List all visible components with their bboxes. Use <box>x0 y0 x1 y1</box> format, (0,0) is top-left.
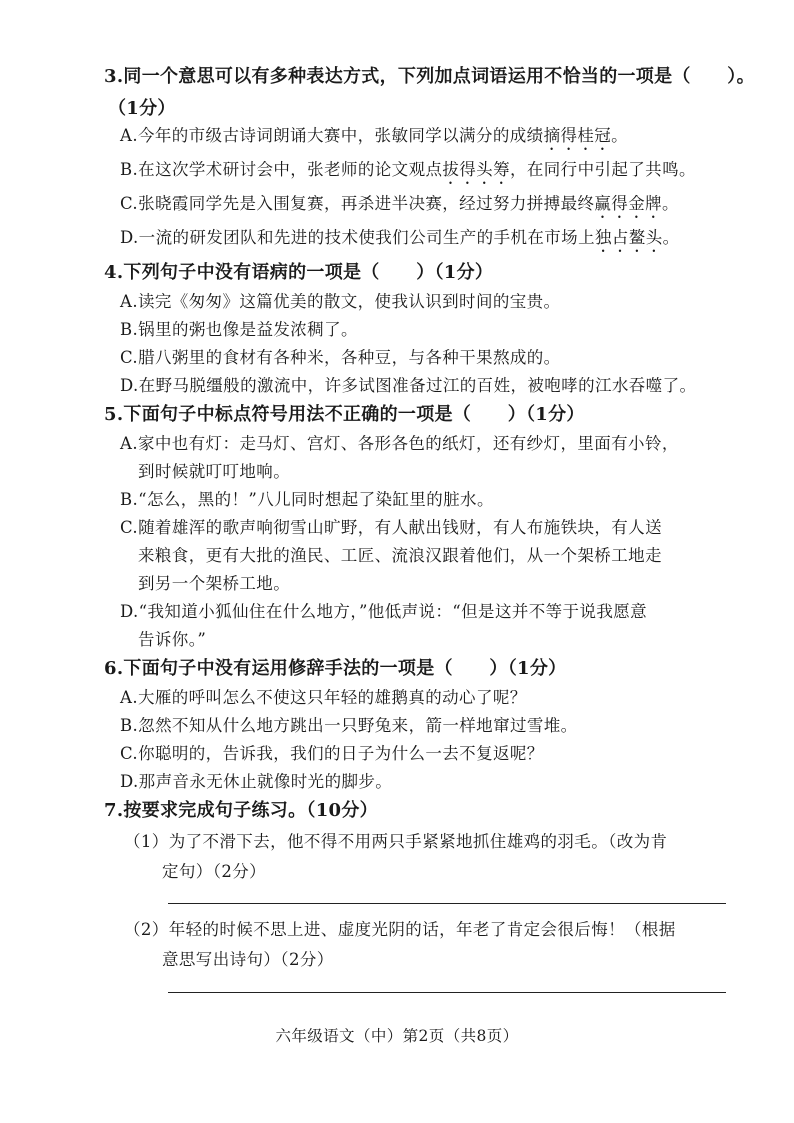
option-text: C.张晓霞同学先是入围复赛，再杀进半决赛，经过努力拼搏最终 <box>120 194 595 213</box>
question-5-option-b: B.“怎么，黑的！”八儿同时想起了染缸里的脏水。 <box>120 490 494 509</box>
question-3-score: （1分） <box>108 98 176 119</box>
question-5-option-d-line1: D.“我知道小狐仙住在什么地方，”他低声说：“但是这并不等于说我愿意 <box>120 602 648 621</box>
question-7-part-1-line2: 定句）（2分） <box>162 862 267 881</box>
question-5-option-c-line1: C.随着雄浑的歌声响彻雪山旷野，有人献出钱财，有人布施铁块，有人送 <box>120 518 662 537</box>
option-text: 。 <box>662 228 680 247</box>
question-5-option-a-line1: A.家中也有灯：走马灯、宫灯、各形各色的纸灯，还有纱灯，里面有小铃， <box>120 434 679 453</box>
question-3-option-d <box>120 224 680 256</box>
question-4-option-c: C.腊八粥里的食材有各种米，各种豆，与各种干果熬成的。 <box>120 348 561 367</box>
dotted-word: 摘得桂冠 <box>543 126 612 145</box>
question-5-option-c-line2: 来粮食，更有大批的渔民、工匠、流浪汉跟着他们，从一个架桥工地走 <box>138 546 662 565</box>
dotted-word: 赢得金牌 <box>594 194 662 213</box>
answer-line-1[interactable] <box>168 903 726 904</box>
question-3-option-b <box>120 156 696 188</box>
question-7-part-2-line2: 意思写出诗句）（2分） <box>162 950 334 969</box>
question-4-option-b: B.锅里的粥也像是益发浓稠了。 <box>120 320 358 339</box>
page-footer: 六年级语文（中）第2页（共8页） <box>275 1027 519 1045</box>
question-6-option-b: B.忽然不知从什么地方跳出一只野兔来，箭一样地窜过雪堆。 <box>120 716 578 735</box>
question-6-option-a: A.大雁的呼叫怎么不使这只年轻的雄鹅真的动心了呢？ <box>120 688 527 707</box>
option-text: A.今年的市级古诗词朗诵大赛中，张敏同学以满分的成绩 <box>120 126 544 145</box>
question-6-stem: 6.下面句子中没有运用修辞手法的一项是（ ）（1分） <box>104 658 567 679</box>
dotted-word: 拔得头筹 <box>442 160 510 179</box>
question-6-option-c: C.你聪明的，告诉我，我们的日子为什么一去不复返呢？ <box>120 744 544 763</box>
question-5-option-a-line2: 到时候就叮叮地响。 <box>138 462 291 481</box>
question-7-stem: 7.按要求完成句子练习。（10分） <box>104 800 378 821</box>
question-5-option-c-line3: 到另一个架桥工地。 <box>138 574 291 593</box>
option-text: B.在这次学术研讨会中，张老师的论文观点 <box>120 160 443 179</box>
question-3-stem: 3.同一个意思可以有多种表达方式，下列加点词语运用不恰当的一项是（ ）。 <box>104 66 755 87</box>
question-3-option-a <box>120 122 628 154</box>
question-3-option-c <box>120 190 679 222</box>
question-4-stem: 4.下列句子中没有语病的一项是（ ）（1分） <box>104 262 494 283</box>
question-4-option-a: A.读完《匆匆》这篇优美的散文，使我认识到时间的宝贵。 <box>120 292 561 311</box>
option-text: 。 <box>611 126 629 145</box>
question-7-part-2-line1: （2）年轻的时候不思上进、虚度光阴的话，年老了肯定会很后悔！（根据 <box>124 920 676 939</box>
answer-line-2[interactable] <box>168 992 726 993</box>
question-7-part-1-line1: （1）为了不滑下去，他不得不用两只手紧紧地抓住雄鸡的羽毛。（改为肯 <box>124 832 668 851</box>
dotted-word: 独占鳌头 <box>595 228 663 247</box>
option-text: ，在同行中引起了共鸣。 <box>509 160 696 179</box>
question-6-option-d: D.那声音永无休止就像时光的脚步。 <box>120 772 393 791</box>
question-5-stem: 5.下面句子中标点符号用法不正确的一项是（ ）（1分） <box>104 404 585 425</box>
question-5-option-d-line2: 告诉你。” <box>138 630 207 649</box>
question-4-option-d: D.在野马脱缰般的激流中，许多试图准备过江的百姓，被咆哮的江水吞噬了。 <box>120 376 697 395</box>
option-text: D.一流的研发团队和先进的技术使我们公司生产的手机在市场上 <box>120 228 595 247</box>
option-text: 。 <box>662 194 679 213</box>
